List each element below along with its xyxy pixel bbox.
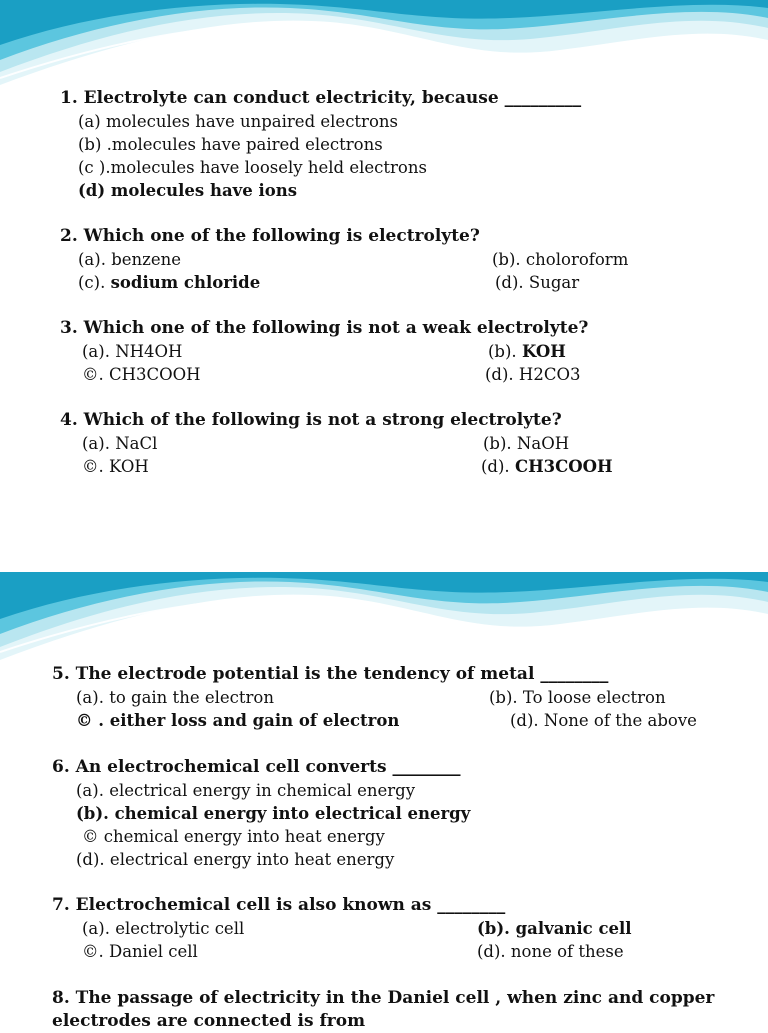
question-1-option-a: (a) molecules have unpaired electrons [78, 112, 398, 131]
question-5-option-d: (d). None of the above [510, 711, 697, 730]
question-4-option-c: ©. KOH [82, 457, 149, 476]
question-5-option-c: © . either loss and gain of electron [76, 711, 400, 730]
question-6-option-c: © chemical energy into heat energy [82, 827, 385, 846]
question-7-option-b: (b). galvanic cell [477, 919, 632, 938]
question-3-stem: 3. Which one of the following is not a weak electrolyte? [60, 318, 589, 338]
header-wave-second-slide [0, 572, 768, 664]
question-5-stem: 5. The electrode potential is the tendency of metal ________ [52, 664, 609, 684]
question-2-option-c-prefix: (c). [78, 273, 111, 292]
question-6-option-d: (d). electrical energy into heat energy [76, 850, 395, 869]
question-8-stem-line-1: 8. The passage of electricity in the Daniel cell , when zinc and copper [52, 988, 715, 1008]
question-4-stem: 4. Which of the following is not a strong electrolyte? [60, 410, 562, 430]
question-2-option-c-text: sodium chloride [110, 273, 261, 292]
question-5-option-b: (b). To loose electron [489, 688, 666, 707]
question-1-stem: 1. Electrolyte can conduct electricity, because _________ [60, 88, 582, 108]
question-4-option-a: (a). NaCl [82, 434, 158, 453]
question-4-option-d-prefix: (d). [481, 457, 515, 476]
question-6-stem: 6. An electrochemical cell converts ________ [52, 757, 461, 777]
question-2-option-c [78, 271, 260, 294]
question-6-option-b: (b). chemical energy into electrical energy [76, 804, 471, 823]
question-1-option-b: (b) .molecules have paired electrons [78, 135, 383, 154]
question-7-option-d: (d). none of these [477, 942, 624, 961]
question-4-option-d [481, 455, 613, 478]
question-3-option-c: ©. CH3COOH [82, 365, 201, 384]
question-2-option-a: (a). benzene [78, 250, 182, 269]
question-1-option-c: (c ).molecules have loosely held electrons [78, 158, 427, 177]
question-6-option-a: (a). electrical energy in chemical energy [76, 781, 416, 800]
question-2-stem: 2. Which one of the following is electrolyte? [60, 226, 480, 246]
question-4-option-b: (b). NaOH [483, 434, 570, 453]
question-7-option-c: ©. Daniel cell [82, 942, 198, 961]
question-7-stem: 7. Electrochemical cell is also known as ________ [52, 895, 506, 915]
question-3-option-b-text: KOH [521, 342, 566, 361]
question-2-option-d: (d). Sugar [495, 273, 580, 292]
question-3-option-a: (a). NH4OH [82, 342, 183, 361]
question-3-option-d: (d). H2CO3 [485, 365, 581, 384]
question-1-option-d: (d) molecules have ions [78, 181, 298, 200]
question-3-option-b [488, 340, 566, 363]
question-5-option-a: (a). to gain the electron [76, 688, 274, 707]
question-8-stem-line-2: electrodes are connected is from [52, 1011, 366, 1031]
header-wave-top [0, 0, 768, 90]
question-2-option-b: (b). choloroform [492, 250, 629, 269]
question-3-option-b-prefix: (b). [488, 342, 522, 361]
question-4-option-d-text: CH3COOH [514, 457, 613, 476]
question-7-option-a: (a). electrolytic cell [82, 919, 245, 938]
